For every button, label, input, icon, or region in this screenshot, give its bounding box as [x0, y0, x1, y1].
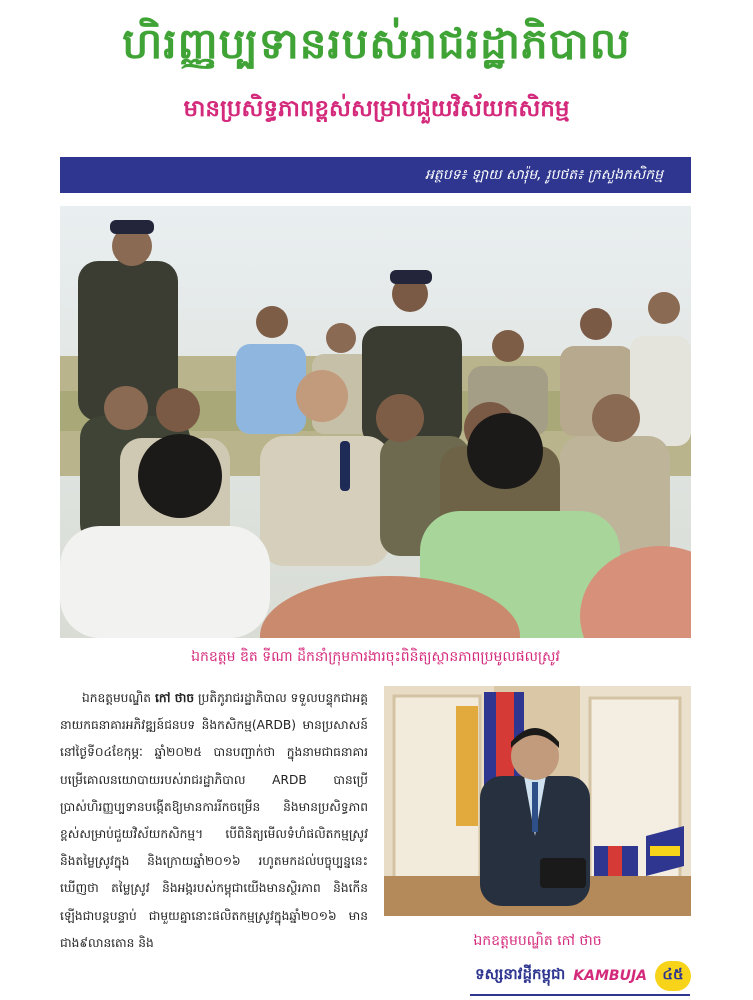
page-number: ៤៥	[662, 965, 684, 983]
side-photo	[384, 686, 691, 916]
page-footer	[475, 958, 691, 994]
article-subtitle: មានប្រសិទ្ធភាពខ្ពស់សម្រាប់ជួយវិស័យកសិកម្ម	[183, 96, 570, 122]
article-title: ហិរញ្ញប្បទានរបស់រាជរដ្ឋាភិបាល	[122, 19, 631, 68]
byline-text: អត្ថបទ៖ ឡាយ សារ៉ុម, រូបថត៖ ក្រសួងកសិកម្ម	[425, 167, 663, 183]
page-number-badge	[655, 961, 691, 991]
article-name-bold: កៅ ថាច	[154, 691, 195, 705]
byline-bar	[60, 157, 691, 193]
footer-brand: KAMBUJA	[573, 968, 647, 984]
article-text: ប្រតិភូរាជរដ្ឋាភិបាល ទទួលបន្ទុកជាអគ្គនាយកធនាគារអភិវឌ្ឍន៍ជនបទ និងកសិកម្ម(ARDB) មានប្រសាសន៍នៅថ្ងៃទី០៤ខែកុម្ភៈ ឆ្នាំ២០២៥ បានបញ្ជាក់ថា ក្នុងនាមជាធនាគារបម្រើគោលនយោបាយរបស់រាជរដ្ឋាភិបាល ARDB បានប្រើប្រាស់ហិរញ្ញប្បទានបង្កើតឱ្យមានការរីកចម្រើន និងមានប្រសិទ្ធភាពខ្ពស់សម្រាប់ជួយវិស័យកសិកម្ម។ បើពិនិត្យមើលទំហំផលិតកម្មស្រូវ និងតម្លៃស្រូវក្នុង និងក្រោយឆ្នាំ២០១៦ រហូតមកដល់បច្ចុប្បន្ននេះឃើញថា តម្លៃស្រូវ និងអង្ករបស់កម្ពុជាយើងមានស្ថិរភាព និងកើនឡើងជាបន្តបន្ទាប់ ជាមួយគ្នានោះផលិតកម្មស្រូវក្នុងឆ្នាំ២០១៦ មានជាង៩លានតោន និង	[60, 691, 368, 950]
main-photo-caption: ឯកឧត្តម ឌិត ទីណា ដឹកនាំក្រុមការងារចុះពិនិត្យស្ថានភាពប្រមូលផលស្រូវ	[191, 649, 560, 665]
footer-rule	[470, 994, 690, 996]
footer-magazine-name: ទស្សនាវដ្តីកម្ពុជា	[475, 965, 566, 983]
main-photo	[60, 206, 691, 638]
side-photo-caption: ឯកឧត្តមបណ្ឌិត កៅ ថាច	[473, 933, 602, 949]
article-intro: ឯកឧត្តមបណ្ឌិត	[82, 691, 152, 705]
article-body	[60, 685, 368, 957]
